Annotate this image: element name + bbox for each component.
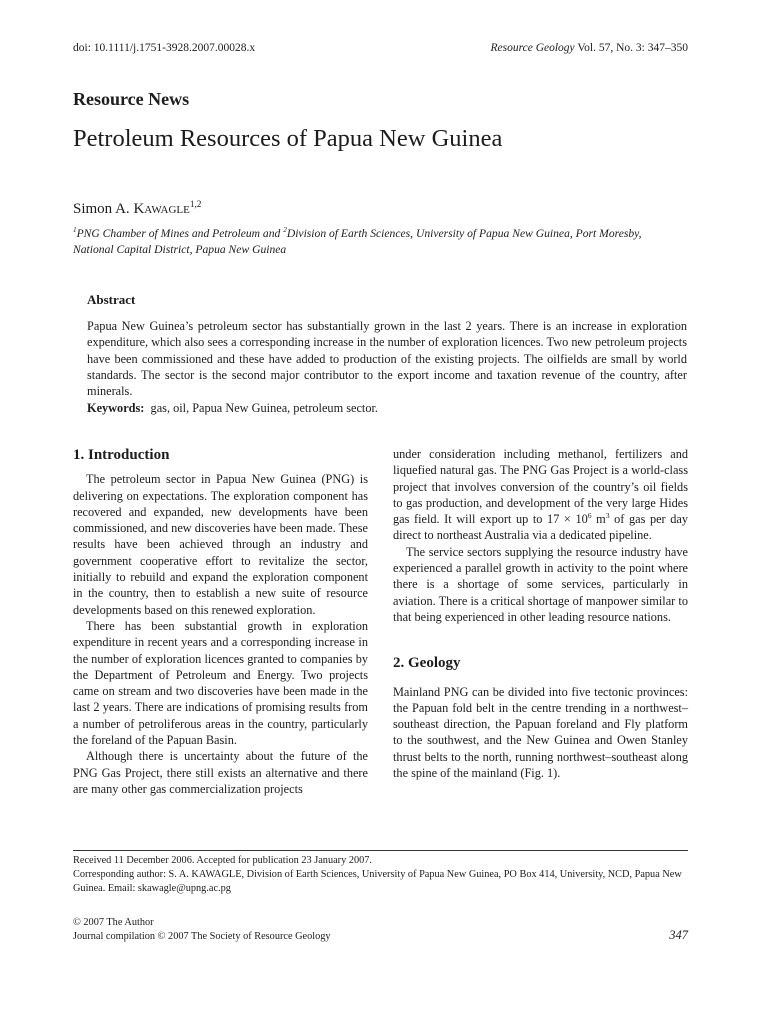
right-column [393, 446, 688, 781]
unit-exponent: 3 [605, 511, 610, 521]
author-line [73, 201, 201, 218]
right-paragraph-1-b: m [591, 512, 606, 527]
affiliation-mark-1: 1 [73, 226, 77, 235]
corresponding-author-note: Corresponding author: S. A. KAWAGLE, Division of Earth Sciences, University of Papua New Guinea, PO Box 414, University, NCD, Papua New Guinea. Email: skawagle@upng.ac.pg [73, 869, 682, 894]
intro-paragraph-2: There has been substantial growth in exploration expenditure in recent years and a corresponding increase in the number of exploration licences granted to companies by the Department of Petroleum and Energy. Two projects came on stream and two discoveries have been made in the last 2 years. There are indications of promising results from a number of petroliferous areas in the country, particularly the foreland of the Papuan Basin. [73, 618, 368, 748]
right-paragraph-1-c: of gas per day direct to northeast Australia via a dedicated pipeline. [393, 512, 688, 543]
exponent: 6 [587, 511, 592, 521]
copyright-line-1: © 2007 The Author [73, 917, 154, 928]
right-paragraph-1 [393, 446, 688, 544]
journal-citation [490, 42, 688, 54]
affiliation-mark-2: 2 [283, 226, 287, 235]
intro-paragraph-3: Although there is uncertainty about the future of the PNG Gas Project, there still exists an alternative and there are many other gas commercialization projects [73, 749, 368, 796]
keywords-list: gas, oil, Papua New Guinea, petroleum sector. [150, 401, 378, 415]
affiliation-part-1: PNG Chamber of Mines and Petroleum and [76, 227, 284, 240]
author-affiliation-marks: 1,2 [189, 200, 202, 210]
introduction-heading: 1. Introduction [73, 447, 170, 463]
copyright-block [73, 916, 331, 944]
abstract-text: Papua New Guinea’s petroleum sector has substantially grown in the last 2 years. There is an increase in exploration expenditure, which also sees a corresponding increase in the number of exploration licences. Two new petroleum projects have been commissioned and these have added to production of the existing projects. The oilfields are small by world standards. The sector is the second major contributor to the export income and taxation revenue of the country, after minerals. [87, 319, 687, 399]
affiliation [73, 226, 673, 258]
keywords [87, 401, 378, 416]
article-title: Petroleum Resources of Papua New Guinea [73, 125, 503, 152]
received-note: Received 11 December 2006. Accepted for publication 23 January 2007. [73, 855, 372, 866]
section-label: Resource News [73, 89, 190, 109]
doi: doi: 10.1111/j.1751-3928.2007.00028.x [73, 42, 256, 54]
abstract-heading: Abstract [87, 292, 136, 307]
intro-paragraph-1: The petroleum sector in Papua New Guinea (PNG) is delivering on expectations. The exploration component has recovered and expanded, new developments have been commissioned, and new discoveries have been made. These results have been achieved through an industry and government cooperative effort to revitalize the sector, initially to rebuild and expand the exploration component in the country, then to establish a new suite of resource developments based on this renewed exploration. [73, 472, 368, 617]
author-given-name: Simon A. [73, 201, 130, 217]
right-paragraph-1-a: under consideration including methanol, fertilizers and liquefied natural gas. The PNG Gas Project is a world-class project that involves conversion of the country’s oil fields to gas production, and development of the very large Hides gas field. It will export up to 17 × 10 [393, 447, 688, 527]
footnote-divider [73, 850, 688, 851]
affiliation-part-2: Division of Earth Sciences, University of Papua New Guinea, Port Moresby, National Capital District, Papua New Guinea [73, 227, 642, 256]
keywords-label: Keywords: [87, 401, 145, 415]
journal-volume: Vol. 57, No. 3: 347–350 [577, 42, 688, 54]
page-number: 347 [669, 928, 688, 942]
footnotes [73, 854, 688, 896]
journal-name: Resource Geology [490, 42, 575, 54]
author-surname: Kawagle [133, 201, 190, 217]
left-column [73, 447, 368, 797]
copyright-line-2: Journal compilation © 2007 The Society of Resource Geology [73, 931, 331, 942]
geology-heading: 2. Geology [393, 655, 461, 672]
geology-paragraph-1: Mainland PNG can be divided into five tectonic provinces: the Papuan fold belt in the centre trending in a northwest–southeast direction, the Papuan foreland and Fly platform to the southwest, and the New Guinea and Owen Stanley thrust belts to the north, running northwest–southeast along the spine of the mainland (Fig. 1). [393, 684, 688, 781]
right-paragraph-2: The service sectors supplying the resource industry have experienced a parallel growth in activity to the point where there is a shortage of some services, particularly in aviation. There is a critical shortage of manpower similar to that being experienced in other leading resource nations. [393, 544, 688, 624]
